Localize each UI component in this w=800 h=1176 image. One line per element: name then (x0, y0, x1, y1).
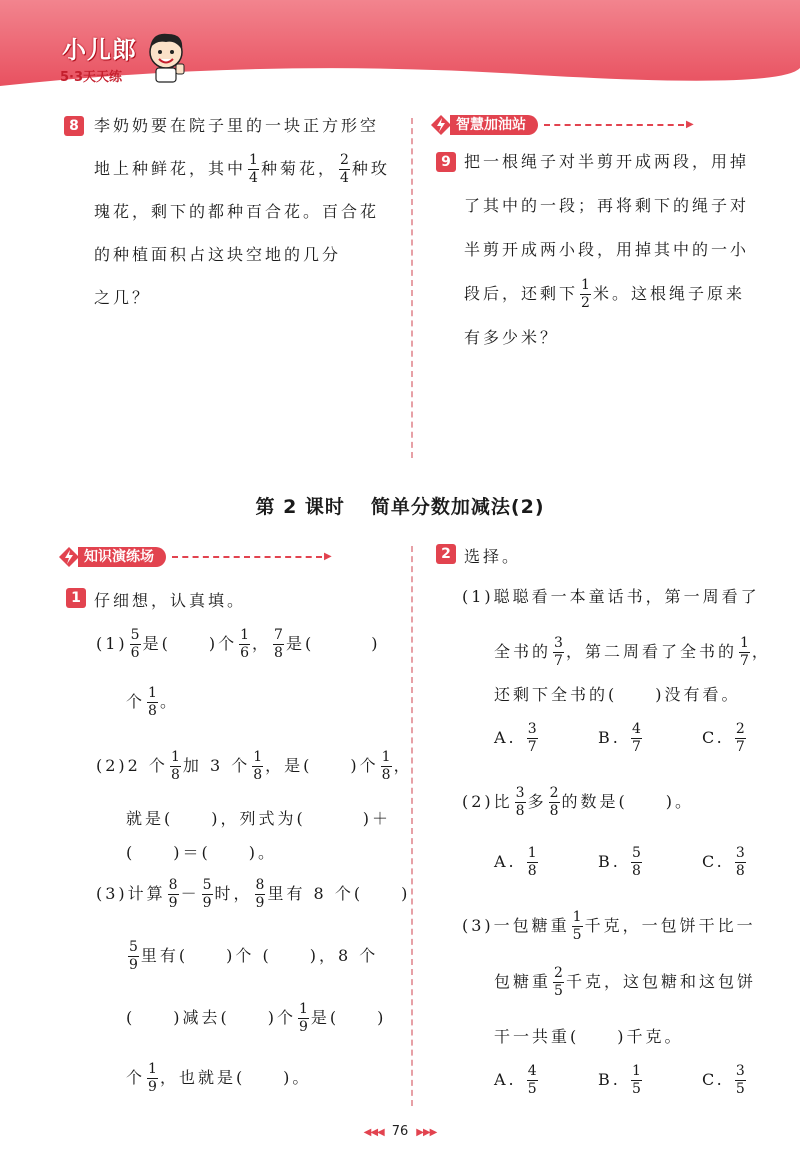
fraction: $\frac{2}{7}$ (735, 721, 745, 755)
q2-sub1-option-c[interactable]: C. $\frac{2}{7}$ (702, 721, 745, 755)
fraction: $\frac{1}{5}$ (572, 909, 582, 943)
q2-sub3-option-a[interactable]: A. $\frac{4}{5}$ (494, 1063, 537, 1097)
q2-sub1-line2: 全书的 $\frac{3}{7}$ ，第二周看了全书的 $\frac{1}{7}$ ， (494, 635, 771, 669)
fraction: $\frac{3}{5}$ (735, 1063, 745, 1097)
column-divider-bottom (411, 546, 413, 1106)
q1-part3-line4: 个 $\frac{1}{9}$ ，也就是( )。 (126, 1061, 312, 1095)
q8-line-5: 之几？ (94, 288, 152, 307)
fraction: $\frac{3}{7}$ (554, 635, 563, 669)
q2-sub3-option-b[interactable]: B. $\frac{1}{5}$ (598, 1063, 641, 1097)
fraction: $\frac{1}{7}$ (739, 635, 749, 669)
q2-sub3-line1: (3)一包糖重 $\frac{1}{5}$ 千克，一包饼干比一 (462, 909, 756, 943)
lightning-icon (430, 114, 452, 136)
fraction: $\frac{4}{7}$ (631, 721, 641, 755)
q2-sub2-line1: (2)比 $\frac{3}{8}$ 多 $\frac{2}{8}$ 的数是( )。 (462, 785, 695, 819)
fraction: $\frac{3}{8}$ (515, 785, 525, 819)
question-9-text (464, 140, 774, 360)
fraction: $\frac{4}{5}$ (527, 1063, 537, 1097)
section-label-wisdom: 智慧加油站 (450, 115, 538, 135)
q9-line-2: 了其中的一段；再将剩下的绳子对 (464, 196, 750, 215)
arrow-right-icon: ▶ (686, 119, 694, 130)
question-2-number: 2 (436, 544, 456, 564)
q1-part2-line2: 就是( )，列式为( )＋ (126, 809, 391, 828)
fraction: $\frac{1}{8}$ (527, 845, 537, 879)
brand-subtitle: 5·3天天练 (60, 70, 123, 85)
q2-sub1-option-a[interactable]: A. $\frac{3}{7}$ (494, 721, 537, 755)
fraction: $\frac{3}{7}$ (527, 721, 537, 755)
fraction: $\frac{7}{8}$ (274, 627, 283, 661)
page-footer (0, 1124, 800, 1139)
boy-thumbs-up-icon (144, 30, 190, 84)
fraction: $\frac{1}{8}$ (253, 749, 263, 783)
question-8-number: 8 (64, 116, 84, 136)
q2-sub1-option-b[interactable]: B. $\frac{4}{7}$ (598, 721, 641, 755)
q1-part3-line2: $\frac{5}{9}$ 里有( )个 ( )，8 个 (129, 939, 379, 973)
lesson-name: 简单分数加减法(2) (370, 496, 545, 518)
section-label-practice: 知识演练场 (78, 547, 166, 567)
fraction: $\frac{1}{9}$ (148, 1061, 157, 1095)
q2-sub2-option-c[interactable]: C. $\frac{3}{8}$ (702, 845, 745, 879)
fraction: $\frac{1}{9}$ (298, 1001, 308, 1035)
q2-sub1-line3: 还剩下全书的( )没有看。 (494, 685, 741, 704)
q1-part2-line3: ( )＝( )。 (126, 843, 277, 862)
fraction: $\frac{1}{8}$ (170, 749, 180, 783)
fraction: $\frac{2}{5}$ (554, 965, 563, 999)
q9-line-3: 半剪开成两小段，用掉其中的一小 (464, 240, 750, 259)
brand-logo (56, 30, 186, 90)
q2-sub3-option-c[interactable]: C. $\frac{3}{5}$ (702, 1063, 745, 1097)
fraction: $\frac{8}{9}$ (255, 877, 265, 911)
section-tag-wisdom (430, 114, 694, 136)
q2-sub2-option-a[interactable]: A. $\frac{1}{8}$ (494, 845, 537, 879)
fraction: $\frac{5}{9}$ (129, 939, 138, 973)
fraction: $\frac{1}{8}$ (148, 685, 157, 719)
arrow-right-icon: ▶ (324, 551, 332, 562)
tag-dashed-line (172, 556, 322, 558)
q8-line-1: 李奶奶要在院子里的一块正方形空 (94, 116, 380, 135)
fraction: $\frac{1}{8}$ (381, 749, 391, 783)
section-tag-practice (58, 546, 332, 568)
fraction: $\frac{5}{8}$ (631, 845, 641, 879)
q8-line-3: 瑰花，剩下的都种百合花。百合花 (94, 202, 380, 221)
q2-sub3-line2: 包糖重 $\frac{2}{5}$ 千克，这包糖和这包饼 (494, 965, 756, 999)
q1-part3-line3: ( )减去( )个 $\frac{1}{9}$ 是( ) (126, 1001, 387, 1035)
column-divider-top (411, 118, 413, 458)
lesson-number: 第 2 课时 (255, 496, 345, 518)
q9-line-5: 有多少米？ (464, 328, 560, 347)
q2-sub1-line1: (1)聪聪看一本童话书，第一周看了 (462, 587, 760, 606)
fraction: $\frac{5}{9}$ (202, 877, 212, 911)
q2-sub3-line3: 干一共重( )千克。 (494, 1027, 684, 1046)
q1-part1-line2: 个 $\frac{1}{8}$ 。 (126, 685, 179, 719)
question-9-number: 9 (436, 152, 456, 172)
fraction: $\frac{1}{5}$ (631, 1063, 641, 1097)
arrow-right-icon: ▶▶▶ (416, 1127, 437, 1138)
q9-line-4: 段后，还剩下 $\frac{1}{2}$ 米。这根绳子原来 (464, 277, 745, 311)
fraction: $\frac{1}{6}$ (240, 627, 250, 661)
arrow-left-icon: ◀◀◀ (363, 1127, 384, 1138)
lesson-title (0, 492, 800, 519)
q1-part2-line1: (2)2 个 $\frac{1}{8}$ 加 3 个 $\frac{1}{8}$ ，是( )个 $\frac{1}{8}$ ， (96, 749, 413, 783)
fraction: $\frac{3}{8}$ (735, 845, 745, 879)
lightning-icon (58, 546, 80, 568)
q2-sub2-option-b[interactable]: B. $\frac{5}{8}$ (598, 845, 641, 879)
question-1-prompt: 仔细想，认真填。 (94, 591, 247, 610)
fraction: $\frac{2}{8}$ (549, 785, 559, 819)
q8-line-4: 的种植面积占这块空地的几分 (94, 245, 342, 264)
q1-part1-line1: (1) $\frac{5}{6}$ 是( )个 $\frac{1}{6}$ ， $\frac{7}{8}$ 是( ) (96, 627, 381, 661)
question-2-prompt: 选择。 (464, 547, 522, 566)
fraction: $\frac{5}{6}$ (130, 627, 140, 661)
q8-line-2: 地上种鲜花，其中 $\frac{1}{4}$ 种菊花， $\frac{2}{4}$ 种玫 (94, 152, 390, 186)
tag-dashed-line (544, 124, 684, 126)
page-number: 76 (391, 1124, 409, 1139)
q1-part3-line1: (3)计算 $\frac{8}{9}$ － $\frac{5}{9}$ 时， $\frac{8}{9}$ 里有 8 个( ) (96, 877, 411, 911)
brand-name: 小儿郎 (62, 36, 137, 64)
fraction: $\frac{2}{4}$ (339, 152, 349, 186)
fraction: $\frac{1}{4}$ (249, 152, 258, 186)
fraction: $\frac{1}{2}$ (581, 277, 590, 311)
question-8-text (94, 104, 404, 319)
fraction: $\frac{8}{9}$ (168, 877, 178, 911)
question-1-number: 1 (66, 588, 86, 608)
q9-line-1: 把一根绳子对半剪开成两段，用掉 (464, 152, 750, 171)
